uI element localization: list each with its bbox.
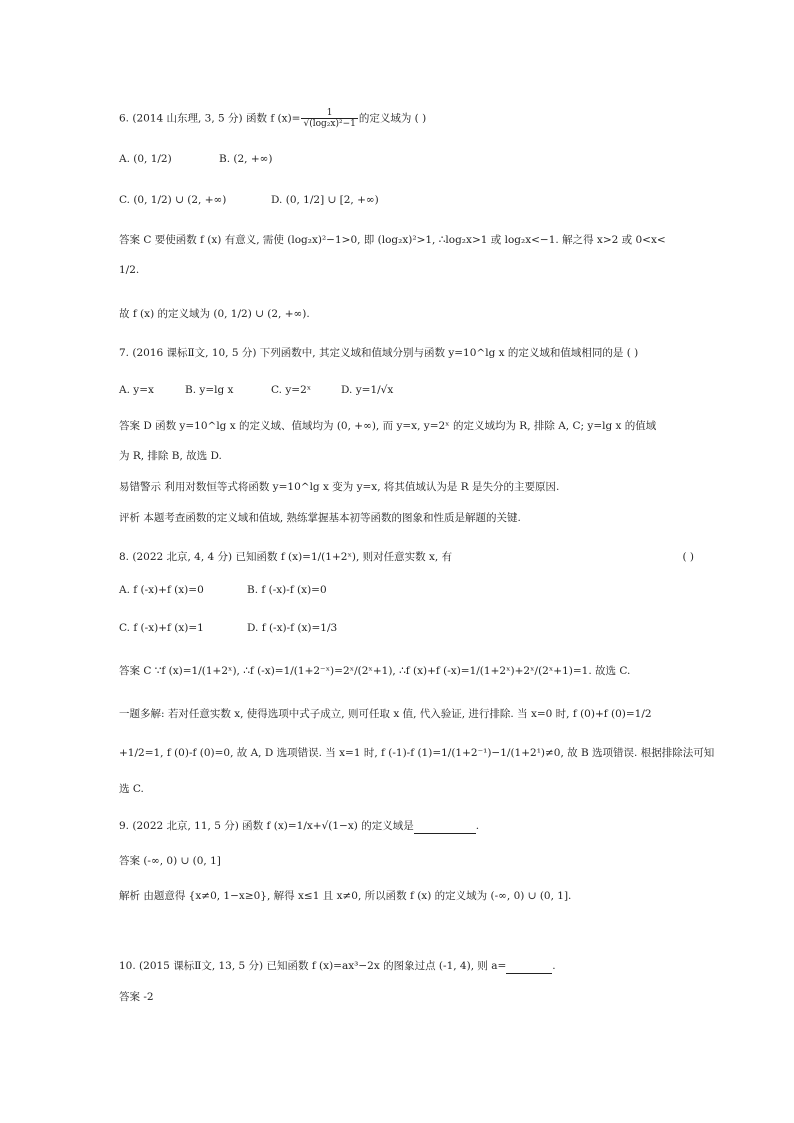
q8-multi-line2: +1/2=1, f (0)-f (0)=0, 故 A, D 选项错误. 当 x=1 时, f (-1)-f (1)=1/(1+2⁻¹)−1/(1+2¹)≠0, 故 B 选项错误. 根据排除法可知 [119,747,715,759]
q8-multi-line1: 一题多解: 若对任意实数 x, 使得选项中式子成立, 则可任取 x 值, 代入验证, 进行排除. 当 x=0 时, f (0)+f (0)=1/2 [119,708,652,720]
q6-options-row1 [119,151,694,167]
q7-answer-line2: 为 R, 排除 B, 故选 D. [119,450,222,462]
q8-options-row1 [119,582,694,598]
q6-option-d: D. (0, 1/2] ∪ [2, +∞) [271,194,379,206]
q6-option-a: A. (0, 1/2) [119,153,172,165]
q6-answer-line3: 故 f (x) 的定义域为 (0, 1/2) ∪ (2, +∞). [119,308,310,320]
q9-analysis: 解析 由题意得 {x≠0, 1−x≥0}, 解得 x≤1 且 x≠0, 所以函数 f (x) 的定义域为 (-∞, 0) ∪ (0, 1]. [119,890,572,902]
q10-answer: 答案 -2 [119,991,154,1003]
q10-stem: 10. (2015 课标Ⅱ文, 13, 5 分) 已知函数 f (x)=ax³−2x 的图象过点 (-1, 4), 则 a= . [119,960,556,972]
q9-answer-blank [414,833,476,834]
q8-option-c: C. f (-x)+f (x)=1 [119,622,204,634]
q6-fraction: $\frac{1}{\text{√(log₂x)²−1}}$ [303,108,356,129]
q7-option-c: C. y=2ˣ [271,384,312,396]
q7-answer-line1: 答案 D 函数 y=10^lg x 的定义域、值域均为 (0, +∞), 而 y=x, y=2ˣ 的定义域均为 R, 排除 A, C; y=lg x 的值域 [119,420,657,432]
q7-comment: 评析 本题考查函数的定义域和值域, 熟练掌握基本初等函数的图象和性质是解题的关键. [119,512,521,524]
q7-options [119,382,694,398]
q8-option-b: B. f (-x)-f (x)=0 [247,584,327,596]
q7-option-d: D. y=1/√x [341,384,394,396]
q8-answer-paren: ( ) [682,551,694,563]
q9-stem: 9. (2022 北京, 11, 5 分) 函数 f (x)=1/x+√(1−x) 的定义域是 . [119,820,480,832]
q7-stem: 7. (2016 课标Ⅱ文, 10, 5 分) 下列函数中, 其定义域和值域分别与函数 y=10^lg x 的定义域和值域相同的是 ( ) [119,347,639,359]
q7-warning: 易错警示 利用对数恒等式将函数 y=10^lg x 变为 y=x, 将其值域认为是 R 是失分的主要原因. [119,481,560,493]
q8-options-row2 [119,620,694,636]
q6-option-c: C. (0, 1/2) ∪ (2, +∞) [119,194,227,206]
q8-option-d: D. f (-x)-f (x)=1/3 [247,622,338,634]
q8-answer: 答案 C ∵f (x)=1/(1+2ˣ), ∴f (-x)=1/(1+2⁻ˣ)=2ˣ/(2ˣ+1), ∴f (x)+f (-x)=1/(1+2ˣ)+2ˣ/(2ˣ+1)=1. 故选 C. [119,665,631,677]
q8-option-a: A. f (-x)+f (x)=0 [119,584,204,596]
q10-answer-blank [506,973,552,974]
q6-answer-line1: 答案 C 要使函数 f (x) 有意义, 需使 (log₂x)²−1>0, 即 (log₂x)²>1, ∴log₂x>1 或 log₂x<−1. 解之得 x>2 或 0<x< [119,234,666,246]
q8-stem: 8. (2022 北京, 4, 4 分) 已知函数 f (x)=1/(1+2ˣ), 则对任意实数 x, 有 ( ) [119,551,694,563]
q6-option-b: B. (2, +∞) [219,153,273,165]
q8-multi-line3: 选 C. [119,783,144,795]
q6-options-row2 [119,192,694,208]
q9-answer: 答案 (-∞, 0) ∪ (0, 1] [119,855,221,867]
q7-option-b: B. y=lg x [185,384,234,396]
q6-answer-line2: 1/2. [119,264,140,276]
q6-stem: 6. (2014 山东理, 3, 5 分) 函数 f (x)= $\frac{1}{\text{√(log₂x)²−1}}$ 的定义域为 ( ) [119,108,427,129]
q7-option-a: A. y=x [119,384,154,396]
